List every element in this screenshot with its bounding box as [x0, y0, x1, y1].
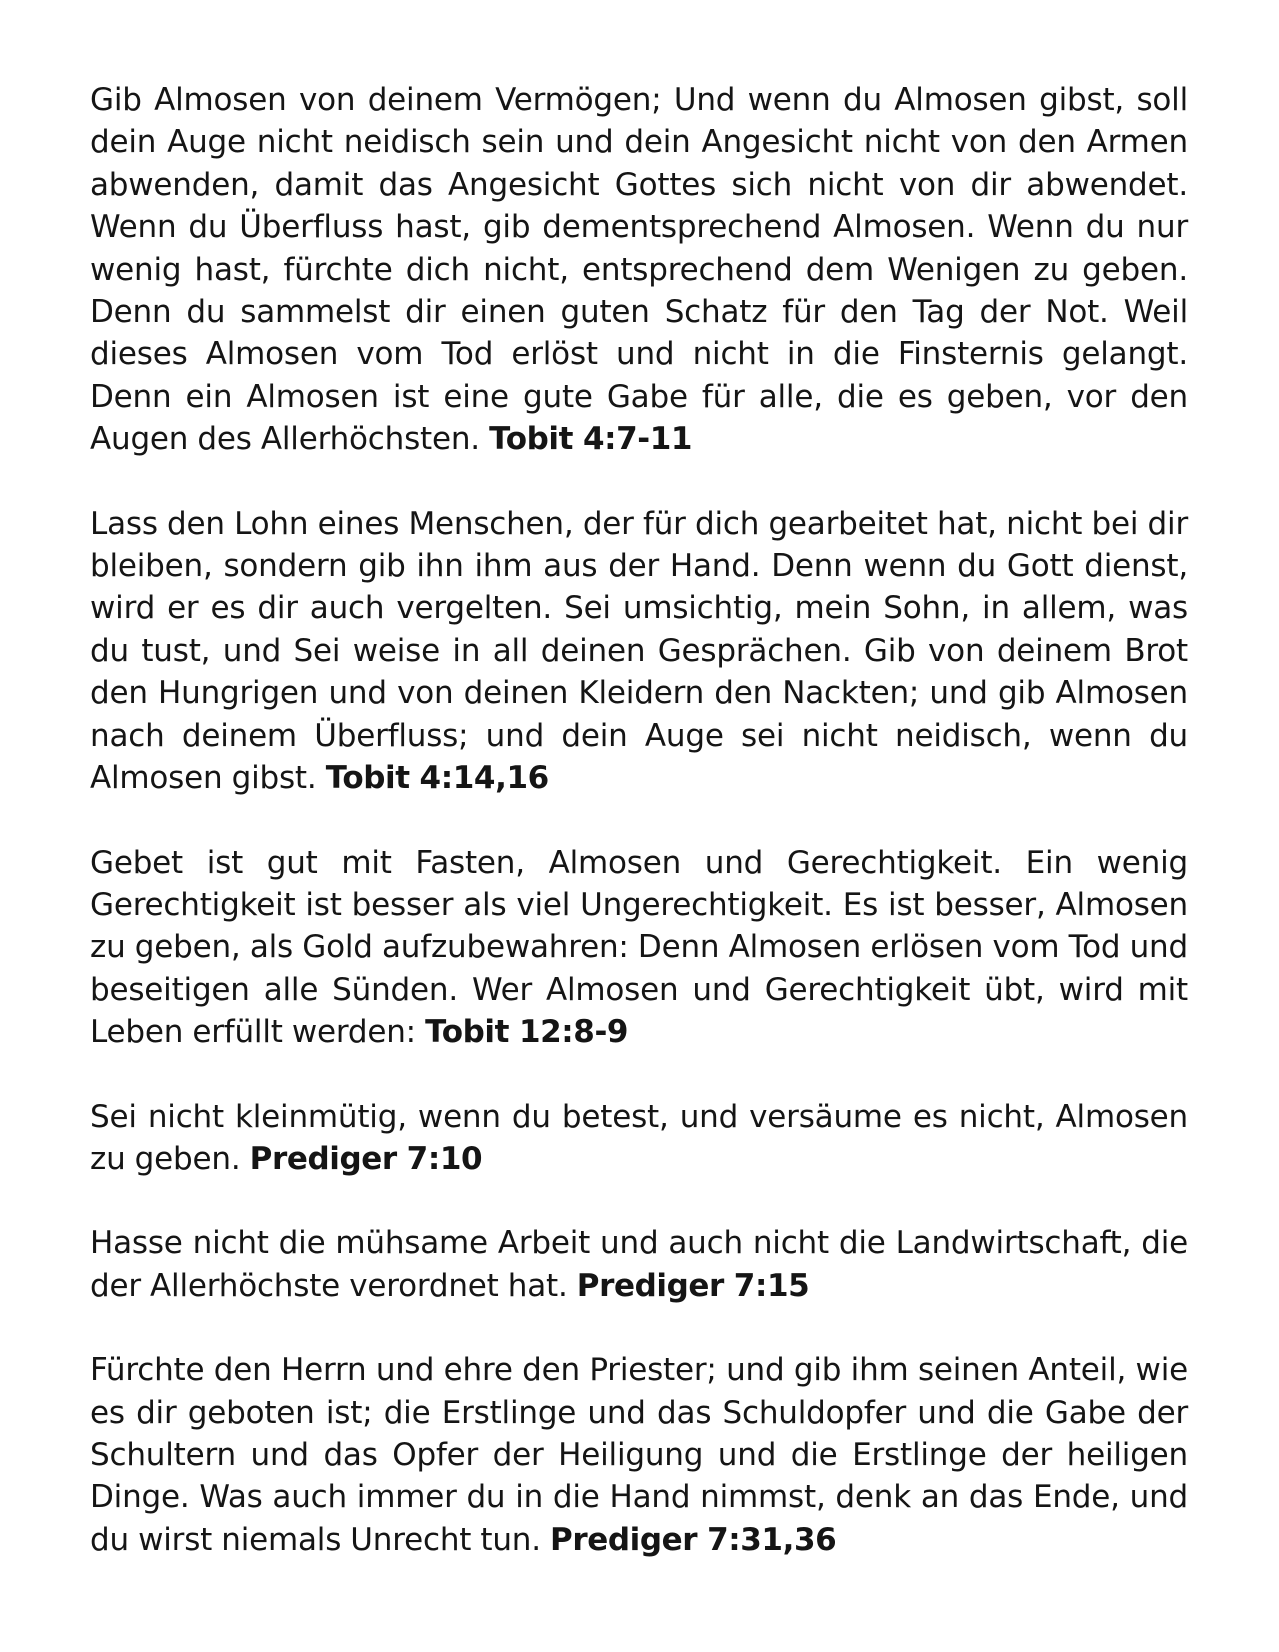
passage-text: Lass den Lohn eines Menschen, der für dich gearbeitet hat, nicht bei dir bleiben, sondern gib ihn ihm aus der Hand. Denn wenn du Gott dienst, wird er es dir auch vergelten. Sei umsichtig, mein Sohn, in allem, was du tust, und Sei weise in all deinen Gesprächen. Gib von deinem Brot den Hungrigen und von deinen Kleidern den Nackten; und gib Almosen nach deinem Überfluss; und dein Auge sei nicht neidisch, wenn du Almosen gibst.: [90, 505, 1188, 797]
passage-tobit-4-14-16: [90, 503, 1188, 800]
bible-reference: Tobit 12:8-9: [425, 1014, 629, 1051]
passage-text: Fürchte den Herrn und ehre den Priester; und gib ihm seinen Anteil, wie es dir geboten ist; die Erstlinge und das Schuldopfer und die Gabe der Schultern und das Opfer der Heiligung und die Erstlinge der heiligen Dinge. Was auch immer du in die Hand nimmst, denk an das Ende, und du wirst niemals Unrecht tun.: [90, 1352, 1188, 1558]
bible-reference: Prediger 7:10: [249, 1140, 483, 1177]
passage-text: Hasse nicht die mühsame Arbeit und auch nicht die Landwirtschaft, die der Allerhöchste verordnet hat.: [90, 1225, 1188, 1304]
document-page: [90, 79, 1188, 1603]
bible-reference: Tobit 4:14,16: [325, 760, 549, 797]
passage-text: Sei nicht kleinmütig, wenn du betest, und versäume es nicht, Almosen zu geben.: [90, 1098, 1188, 1177]
bible-reference: Prediger 7:15: [576, 1267, 810, 1304]
passage-tobit-12-8-9: [90, 842, 1188, 1054]
passage-prediger-7-10: [90, 1096, 1188, 1181]
passage-tobit-4-7-11: [90, 79, 1188, 461]
bible-reference: Tobit 4:7-11: [489, 421, 693, 458]
passage-text: Gebet ist gut mit Fasten, Almosen und Gerechtigkeit. Ein wenig Gerechtigkeit ist besser als viel Ungerechtigkeit. Es ist besser, Almosen zu geben, als Gold aufzubewahren: Denn Almosen erlösen vom Tod und beseitigen alle Sünden. Wer Almosen und Gerechtigkeit übt, wird mit Leben erfüllt werden:: [90, 844, 1188, 1051]
passage-prediger-7-15: [90, 1222, 1188, 1307]
bible-reference: Prediger 7:31,36: [550, 1521, 837, 1558]
passage-text: Gib Almosen von deinem Vermögen; Und wenn du Almosen gibst, soll dein Auge nicht neidisch sein und dein Angesicht nicht von den Armen abwenden, damit das Angesicht Gottes sich nicht von dir abwendet. Wenn du Überfluss hast, gib dementsprechend Almosen. Wenn du nur wenig hast, fürchte dich nicht, entsprechend dem Wenigen zu geben. Denn du sammelst dir einen guten Schatz für den Tag der Not. Weil dieses Almosen vom Tod erlöst und nicht in die Finsternis gelangt. Denn ein Almosen ist eine gute Gabe für alle, die es geben, vor den Augen des Allerhöchsten.: [90, 82, 1188, 458]
passage-prediger-7-31-36: [90, 1349, 1188, 1561]
